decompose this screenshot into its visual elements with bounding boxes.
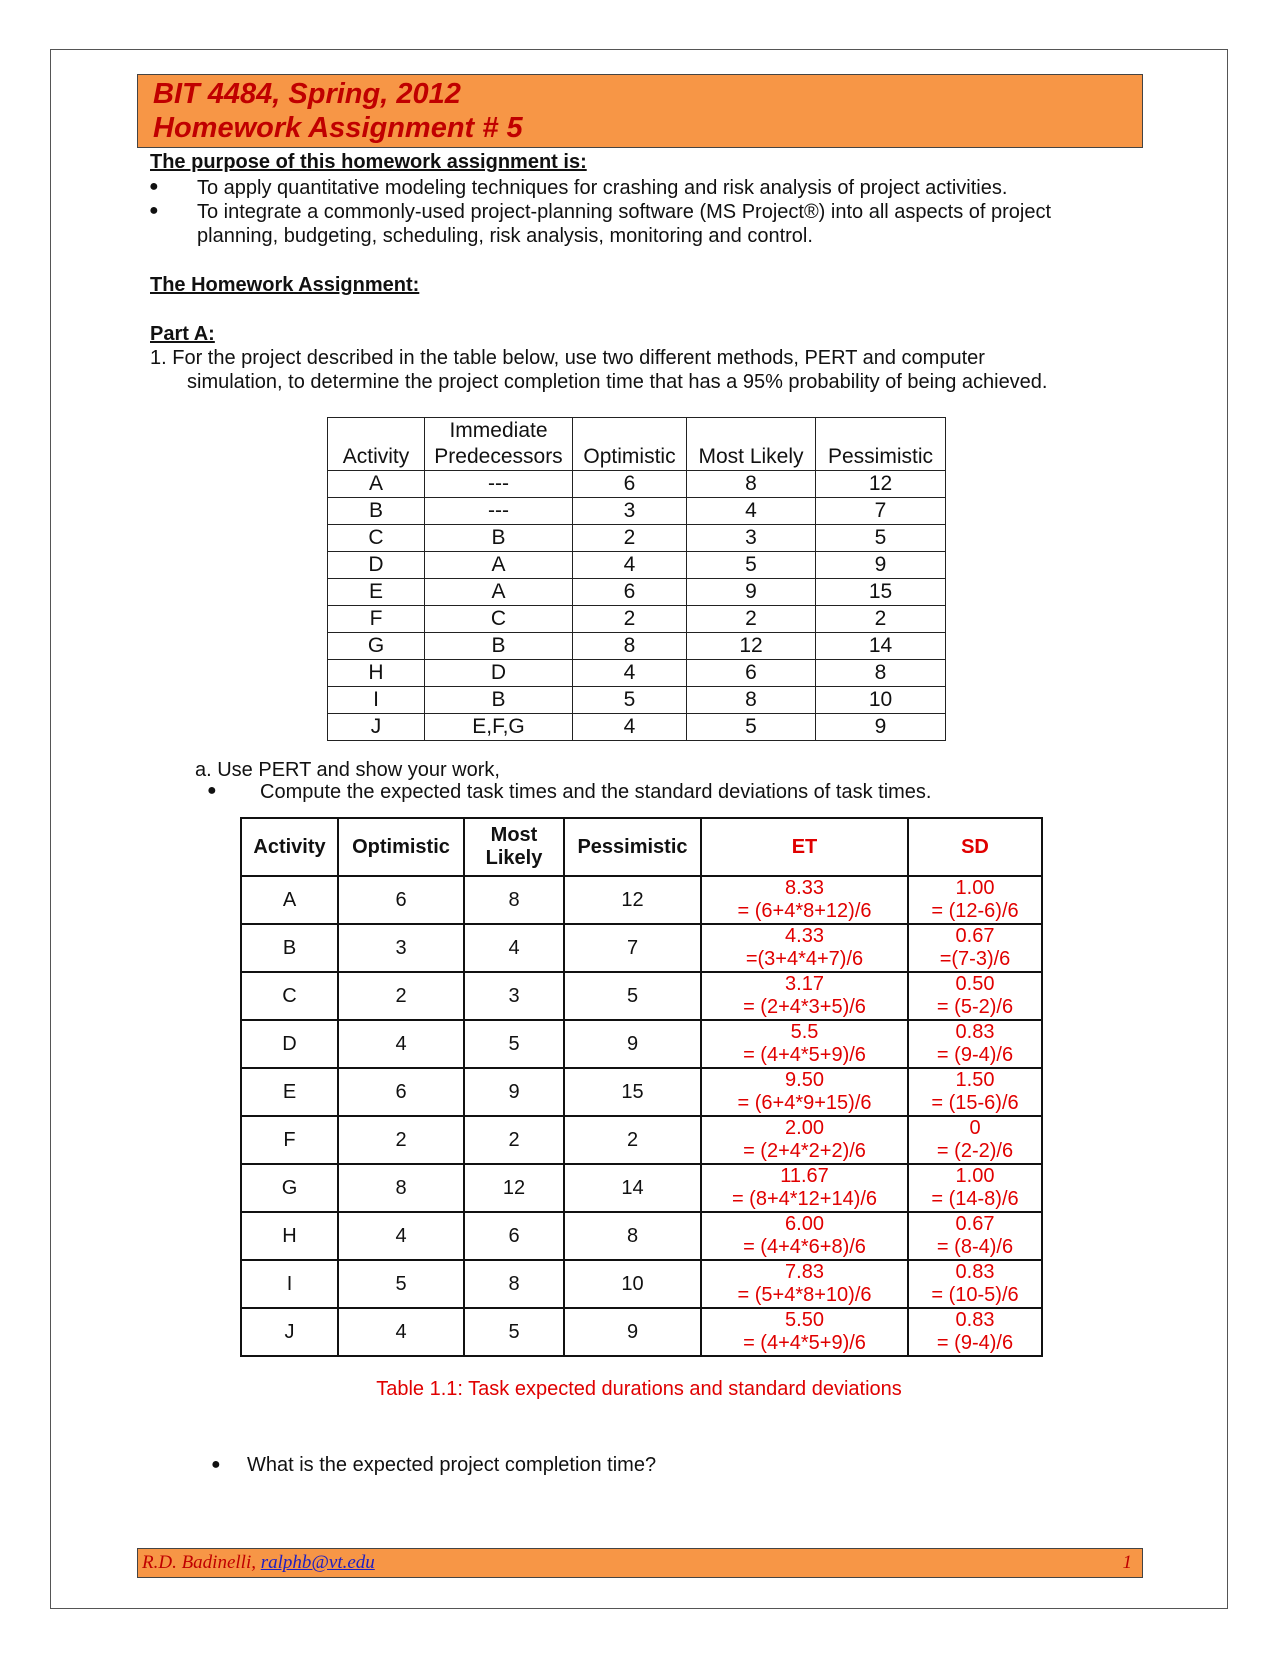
col-predecessors-line1: Immediate bbox=[449, 419, 548, 442]
sd-cell-formula: = (8-4)/6 bbox=[936, 1236, 1014, 1258]
table-cell: E,F,G bbox=[425, 714, 573, 741]
table-cell: 6 bbox=[338, 1068, 464, 1116]
table-cell: 5 bbox=[687, 552, 816, 579]
table-cell: 9 bbox=[687, 579, 816, 606]
table-cell: 4 bbox=[338, 1020, 464, 1068]
table-cell: 2 bbox=[338, 1116, 464, 1164]
table-cell: D bbox=[328, 552, 425, 579]
assignment-title: Homework Assignment # 5 bbox=[153, 112, 523, 144]
question-1-line-1: 1. For the project described in the table below, use two different methods, PERT and computer bbox=[150, 347, 985, 369]
sd-cell bbox=[908, 1164, 1042, 1212]
sd-cell bbox=[908, 1116, 1042, 1164]
et-cell-formula: = (4+4*5+9)/6 bbox=[743, 1332, 866, 1354]
table-cell: 9 bbox=[564, 1020, 701, 1068]
table-cell: 4 bbox=[573, 660, 687, 687]
et-cell-value: 4.33 bbox=[785, 925, 824, 947]
table-cell: 5 bbox=[573, 687, 687, 714]
table-cell: A bbox=[425, 579, 573, 606]
table-cell: 6 bbox=[687, 660, 816, 687]
sd-cell bbox=[908, 1308, 1042, 1356]
col-predecessors-line2: Predecessors bbox=[434, 445, 563, 468]
sd-cell bbox=[908, 1020, 1042, 1068]
table-cell: 4 bbox=[338, 1308, 464, 1356]
table-cell: 8 bbox=[573, 633, 687, 660]
et-cell-formula: = (2+4*3+5)/6 bbox=[743, 996, 866, 1018]
author-name: R.D. Badinelli, bbox=[142, 1552, 261, 1573]
et-cell bbox=[701, 924, 908, 972]
et-cell bbox=[701, 1020, 908, 1068]
table-cell: 9 bbox=[816, 714, 946, 741]
table-cell: 8 bbox=[464, 876, 564, 924]
sd-cell-formula: = (9-4)/6 bbox=[936, 1044, 1014, 1066]
sd-cell-formula: = (15-6)/6 bbox=[931, 1092, 1019, 1114]
sd-cell-value: 0.83 bbox=[955, 1261, 995, 1283]
table-cell: 5 bbox=[816, 525, 946, 552]
sd-cell-formula: = (2-2)/6 bbox=[936, 1140, 1014, 1162]
table-cell: 15 bbox=[564, 1068, 701, 1116]
table-header-row bbox=[328, 418, 946, 471]
table-cell: 2 bbox=[687, 606, 816, 633]
table-cell: 8 bbox=[464, 1260, 564, 1308]
table-row bbox=[328, 579, 946, 606]
table-cell: 8 bbox=[564, 1212, 701, 1260]
table-cell: 8 bbox=[816, 660, 946, 687]
table-row bbox=[241, 1020, 1042, 1068]
et-cell-formula: = (4+4*6+8)/6 bbox=[743, 1236, 866, 1258]
sd-cell-value: 0.83 bbox=[955, 1021, 995, 1043]
table-cell: 3 bbox=[338, 924, 464, 972]
table-cell: 6 bbox=[573, 471, 687, 498]
table-cell: 5 bbox=[464, 1020, 564, 1068]
table-cell: 8 bbox=[687, 471, 816, 498]
table-cell: 3 bbox=[687, 525, 816, 552]
table-cell: H bbox=[241, 1212, 338, 1260]
table-cell: 12 bbox=[564, 876, 701, 924]
table-cell: G bbox=[241, 1164, 338, 1212]
et-cell bbox=[701, 1308, 908, 1356]
footer-author bbox=[142, 1552, 375, 1574]
col-pessimistic: Pessimistic bbox=[564, 818, 701, 876]
sd-cell bbox=[908, 876, 1042, 924]
table-cell: C bbox=[328, 525, 425, 552]
et-cell-value: 11.67 bbox=[780, 1165, 829, 1187]
et-cell-formula: = (4+4*5+9)/6 bbox=[743, 1044, 866, 1066]
table-cell: 14 bbox=[564, 1164, 701, 1212]
et-cell bbox=[701, 1116, 908, 1164]
col-predecessors bbox=[425, 418, 573, 471]
col-activity: Activity bbox=[328, 418, 425, 471]
et-cell-value: 9.50 bbox=[785, 1069, 824, 1091]
sd-cell-value: 0.83 bbox=[955, 1309, 995, 1331]
sd-cell bbox=[908, 972, 1042, 1020]
et-cell bbox=[701, 1164, 908, 1212]
table-cell: B bbox=[425, 687, 573, 714]
purpose-bullet-1: To apply quantitative modeling techniques for crashing and risk analysis of project activities. bbox=[197, 177, 1008, 199]
table-cell: 2 bbox=[464, 1116, 564, 1164]
col-most-likely-line2: Likely bbox=[485, 847, 543, 869]
sd-cell-value: 1.00 bbox=[955, 1165, 995, 1187]
table-cell: E bbox=[241, 1068, 338, 1116]
col-activity: Activity bbox=[241, 818, 338, 876]
part-a-item-a: a. Use PERT and show your work, bbox=[195, 759, 500, 781]
table-cell: B bbox=[328, 498, 425, 525]
table-cell: B bbox=[425, 633, 573, 660]
table-cell: 8 bbox=[687, 687, 816, 714]
document-header bbox=[137, 74, 1143, 148]
table-cell: J bbox=[328, 714, 425, 741]
table-cell: B bbox=[241, 924, 338, 972]
table-cell: 6 bbox=[338, 876, 464, 924]
et-cell-formula: = (8+4*12+14)/6 bbox=[731, 1188, 878, 1210]
table-row bbox=[241, 1212, 1042, 1260]
table-cell: F bbox=[241, 1116, 338, 1164]
table-cell: 2 bbox=[573, 525, 687, 552]
et-cell-value: 2.00 bbox=[785, 1117, 824, 1139]
table-row bbox=[328, 606, 946, 633]
sd-cell bbox=[908, 924, 1042, 972]
sd-cell-formula: = (12-6)/6 bbox=[931, 900, 1019, 922]
activity-table bbox=[327, 417, 946, 741]
question-completion-time: What is the expected project completion time? bbox=[247, 1454, 657, 1476]
table-cell: 5 bbox=[687, 714, 816, 741]
bullet-icon: ● bbox=[207, 782, 217, 799]
table-row bbox=[328, 552, 946, 579]
table-caption: Table 1.1: Task expected durations and standard deviations bbox=[376, 1378, 902, 1400]
sd-cell-formula: = (14-8)/6 bbox=[931, 1188, 1019, 1210]
table-row bbox=[328, 660, 946, 687]
table-cell: H bbox=[328, 660, 425, 687]
et-cell-value: 7.83 bbox=[785, 1261, 824, 1283]
table-cell: C bbox=[425, 606, 573, 633]
sd-cell bbox=[908, 1212, 1042, 1260]
col-most-likely: Most Likely bbox=[687, 418, 816, 471]
et-cell-formula: = (5+4*8+10)/6 bbox=[737, 1284, 872, 1306]
course-title: BIT 4484, Spring, 2012 bbox=[153, 78, 461, 110]
table-cell: D bbox=[241, 1020, 338, 1068]
purpose-bullet-2: To integrate a commonly-used project-planning software (MS Project®) into all aspects of project bbox=[197, 201, 1052, 223]
table-row bbox=[241, 972, 1042, 1020]
table-cell: 5 bbox=[338, 1260, 464, 1308]
sd-cell bbox=[908, 1068, 1042, 1116]
et-cell-value: 3.17 bbox=[785, 973, 824, 995]
part-a-heading: Part A: bbox=[150, 323, 215, 345]
table-row bbox=[328, 525, 946, 552]
table-cell: F bbox=[328, 606, 425, 633]
table-cell: 6 bbox=[464, 1212, 564, 1260]
table-cell: J bbox=[241, 1308, 338, 1356]
table-row bbox=[328, 471, 946, 498]
et-cell bbox=[701, 876, 908, 924]
bullet-icon: ● bbox=[149, 178, 159, 195]
col-pessimistic: Pessimistic bbox=[816, 418, 946, 471]
bullet-icon: ● bbox=[149, 202, 159, 219]
table-cell: 4 bbox=[573, 714, 687, 741]
table-cell: D bbox=[425, 660, 573, 687]
table-cell: 3 bbox=[464, 972, 564, 1020]
table-cell: 12 bbox=[464, 1164, 564, 1212]
et-cell bbox=[701, 1212, 908, 1260]
table-cell: 9 bbox=[464, 1068, 564, 1116]
table-cell: --- bbox=[425, 498, 573, 525]
pert-table bbox=[240, 817, 1043, 1357]
col-most-likely bbox=[464, 818, 564, 876]
table-cell: 4 bbox=[464, 924, 564, 972]
table-cell: 2 bbox=[564, 1116, 701, 1164]
document-footer bbox=[137, 1548, 1143, 1578]
table-cell: 12 bbox=[816, 471, 946, 498]
table-row bbox=[241, 1308, 1042, 1356]
table-cell: 4 bbox=[338, 1212, 464, 1260]
sd-cell-formula: = (10-5)/6 bbox=[931, 1284, 1019, 1306]
table-cell: A bbox=[425, 552, 573, 579]
et-cell-formula: =(3+4*4+7)/6 bbox=[745, 948, 864, 970]
col-et: ET bbox=[701, 818, 908, 876]
sd-cell bbox=[908, 1260, 1042, 1308]
table-cell: C bbox=[241, 972, 338, 1020]
table-cell: E bbox=[328, 579, 425, 606]
table-cell: 14 bbox=[816, 633, 946, 660]
col-optimistic: Optimistic bbox=[573, 418, 687, 471]
table-cell: 3 bbox=[573, 498, 687, 525]
question-1-line-2: simulation, to determine the project completion time that has a 95% probability of being achieved. bbox=[187, 371, 1048, 393]
et-cell-value: 5.5 bbox=[790, 1021, 819, 1043]
et-cell-formula: = (2+4*2+2)/6 bbox=[743, 1140, 866, 1162]
sd-cell-formula: = (5-2)/6 bbox=[936, 996, 1014, 1018]
et-cell-value: 5.50 bbox=[785, 1309, 824, 1331]
et-cell bbox=[701, 972, 908, 1020]
bullet-icon: ● bbox=[211, 1456, 221, 1473]
et-cell-value: 8.33 bbox=[785, 877, 824, 899]
table-row bbox=[328, 498, 946, 525]
col-most-likely-line1: Most bbox=[490, 824, 538, 846]
table-cell: 4 bbox=[573, 552, 687, 579]
purpose-heading: The purpose of this homework assignment is: bbox=[150, 151, 587, 173]
sd-cell-formula: =(7-3)/6 bbox=[939, 948, 1011, 970]
table-cell: 5 bbox=[564, 972, 701, 1020]
table-cell: 2 bbox=[816, 606, 946, 633]
et-cell-formula: = (6+4*8+12)/6 bbox=[737, 900, 872, 922]
sd-cell-value: 0.50 bbox=[955, 973, 995, 995]
table-cell: 2 bbox=[573, 606, 687, 633]
col-sd: SD bbox=[908, 818, 1042, 876]
sd-cell-value: 1.00 bbox=[955, 877, 995, 899]
table-cell: --- bbox=[425, 471, 573, 498]
table-cell: I bbox=[328, 687, 425, 714]
sd-cell-value: 0.67 bbox=[955, 925, 995, 947]
table-row bbox=[241, 1164, 1042, 1212]
et-cell bbox=[701, 1260, 908, 1308]
table-row bbox=[328, 633, 946, 660]
table-cell: 5 bbox=[464, 1308, 564, 1356]
sd-cell-value: 0 bbox=[969, 1117, 981, 1139]
table-cell: B bbox=[425, 525, 573, 552]
table-cell: 9 bbox=[816, 552, 946, 579]
table-cell: 9 bbox=[564, 1308, 701, 1356]
table-row bbox=[241, 1068, 1042, 1116]
table-cell: 12 bbox=[687, 633, 816, 660]
table-row bbox=[328, 687, 946, 714]
table-row bbox=[241, 1260, 1042, 1308]
table-cell: I bbox=[241, 1260, 338, 1308]
part-a-item-a-bullet: Compute the expected task times and the standard deviations of task times. bbox=[260, 781, 932, 803]
et-cell-formula: = (6+4*9+15)/6 bbox=[737, 1092, 872, 1114]
table-row bbox=[241, 924, 1042, 972]
sd-cell-formula: = (9-4)/6 bbox=[936, 1332, 1014, 1354]
sd-cell-value: 0.67 bbox=[955, 1213, 995, 1235]
et-cell bbox=[701, 1068, 908, 1116]
table-cell: 7 bbox=[816, 498, 946, 525]
col-optimistic: Optimistic bbox=[338, 818, 464, 876]
table-cell: 7 bbox=[564, 924, 701, 972]
et-cell-value: 6.00 bbox=[785, 1213, 824, 1235]
table-cell: A bbox=[328, 471, 425, 498]
author-email-link[interactable]: ralphb@vt.edu bbox=[260, 1552, 375, 1573]
table-cell: G bbox=[328, 633, 425, 660]
table-row bbox=[241, 1116, 1042, 1164]
table-header-row bbox=[241, 818, 1042, 876]
purpose-bullet-2-cont: planning, budgeting, scheduling, risk analysis, monitoring and control. bbox=[197, 225, 813, 247]
table-cell: 8 bbox=[338, 1164, 464, 1212]
assignment-heading: The Homework Assignment: bbox=[150, 274, 420, 296]
table-row bbox=[328, 714, 946, 741]
table-cell: A bbox=[241, 876, 338, 924]
page-number: 1 bbox=[1122, 1552, 1132, 1573]
table-cell: 2 bbox=[338, 972, 464, 1020]
table-cell: 4 bbox=[687, 498, 816, 525]
table-cell: 10 bbox=[564, 1260, 701, 1308]
table-cell: 10 bbox=[816, 687, 946, 714]
sd-cell-value: 1.50 bbox=[955, 1069, 995, 1091]
table-cell: 15 bbox=[816, 579, 946, 606]
table-row bbox=[241, 876, 1042, 924]
table-cell: 6 bbox=[573, 579, 687, 606]
